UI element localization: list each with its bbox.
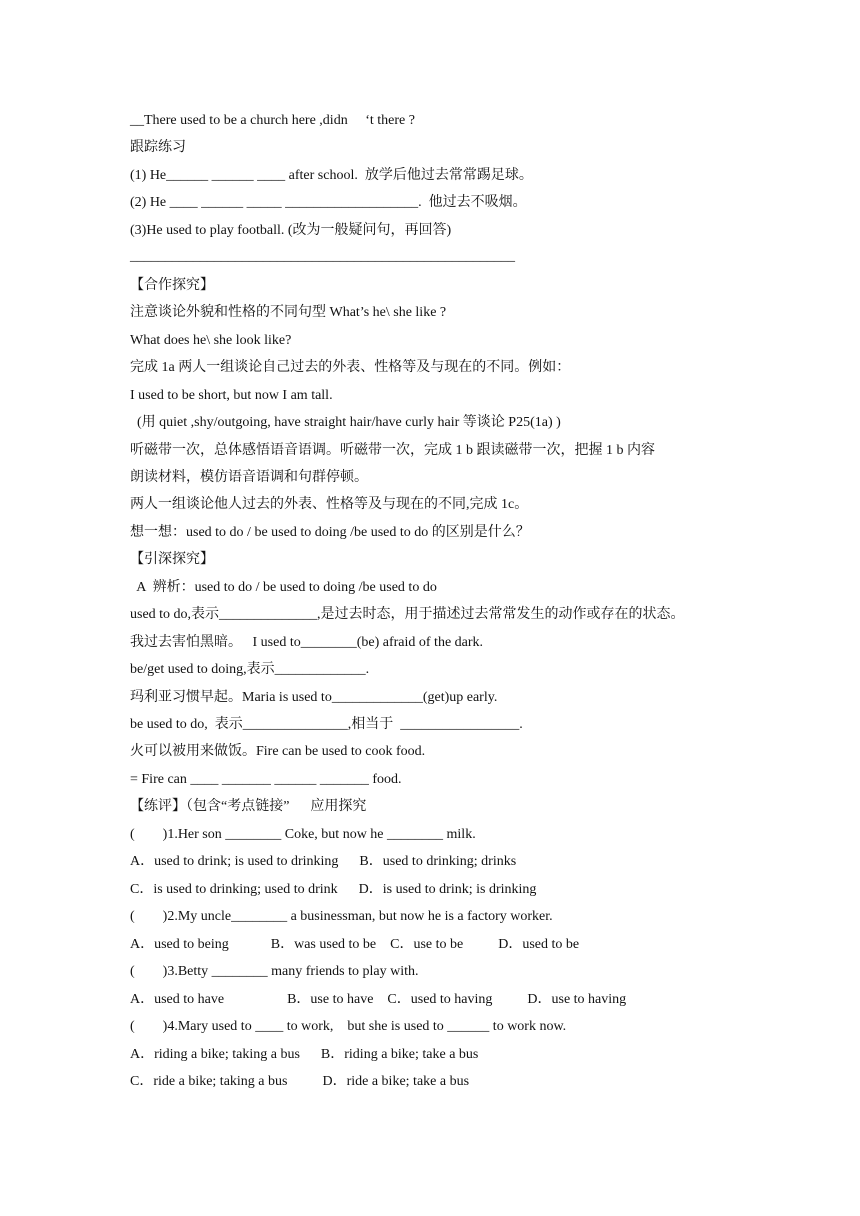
question-4-options-cd: C．ride a bike; taking a bus D．ride a bike; take a bus [130,1074,470,1089]
task-1a: 完成 1a 两人一组谈论自己过去的外表、性格等及与现在的不同。例如： [130,360,571,375]
think-question: 想一想：used to do / be used to doing /be used to do 的区别是什么？ [130,525,530,540]
section-heading-cooperation: 【合作探究】 [130,278,214,293]
question-1-options-cd: C．is used to drinking; used to drink D．is used to drink; is drinking [130,882,537,897]
be-used-to-doing-definition: be/get used to doing,表示_____________. [130,662,370,677]
practice-item-3: (3)He used to play football. (改为一般疑问句，再回答) [130,223,452,238]
question-line: What does he\ she look like? [130,333,292,348]
be-used-to-do-example: 火可以被用来做饭。Fire can be used to cook food. [130,744,426,759]
answer-blank-line: _______________________________________________________ [130,249,515,264]
example-sentence: __There used to be a church here ,didn ‘t there ? [130,113,415,128]
analysis-heading: A 辨析：used to do / be used to doing /be used to do [130,580,437,595]
practice-item-1: (1) He______ ______ ____ after school. 放学后他过去常常踢足球。 [130,168,533,183]
example-line: I used to be short, but now I am tall. [130,388,333,403]
question-4: ( )4.Mary used to ____ to work, but she is used to ______ to work now. [130,1019,567,1034]
reading-task: 朗读材料，模仿语音语调和句群停顿。 [130,470,368,485]
used-to-do-definition: used to do,表示______________,是过去时态，用于描述过去常常发生的动作或存在的状态。 [130,607,685,622]
section-heading-evaluation: 【练评】（包含“考点链接” 应用探究 [130,799,367,814]
question-3-options: A．used to have B．use to have C．used to having D．use to having [130,992,627,1007]
be-used-to-do-definition: be used to do, 表示_______________,相当于 _________________. [130,717,523,732]
section-heading-deep: 【引深探究】 [130,552,214,567]
question-2-options: A．used to being B．was used to be C．use to be D．used to be [130,937,580,952]
used-to-do-example: 我过去害怕黑暗。 I used to________(be) afraid of the dark. [130,635,484,650]
task-1c: 两人一组谈论他人过去的外表、性格等及与现在的不同,完成 1c。 [130,497,529,512]
practice-heading: 跟踪练习 [130,140,186,155]
question-1-options-ab: A．used to drink; is used to drinking B．used to drinking; drinks [130,854,517,869]
question-2: ( )2.My uncle________ a businessman, but now he is a factory worker. [130,909,553,924]
listening-task: 听磁带一次，总体感悟语音语调。听磁带一次，完成 1 b 跟读磁带一次，把握 1 b 内容 [130,443,655,458]
question-1: ( )1.Her son ________ Coke, but now he ________ milk. [130,827,476,842]
question-4-options-ab: A．riding a bike; taking a bus B．riding a bike; take a bus [130,1047,479,1062]
hint-line: (用 quiet ,shy/outgoing, have straight hair/have curly hair 等谈论 P25(1a) ) [130,415,561,430]
practice-item-2: (2) He ____ ______ _____ ___________________. 他过去不吸烟。 [130,195,527,210]
question-3: ( )3.Betty ________ many friends to play with. [130,964,419,979]
be-used-to-do-rewrite: = Fire can ____ _______ ______ _______ food. [130,772,402,787]
note-line: 注意谈论外貌和性格的不同句型 What’s he\ she like ? [130,305,447,320]
be-used-to-doing-example: 玛利亚习惯早起。Maria is used to_____________(get)up early. [130,690,498,705]
